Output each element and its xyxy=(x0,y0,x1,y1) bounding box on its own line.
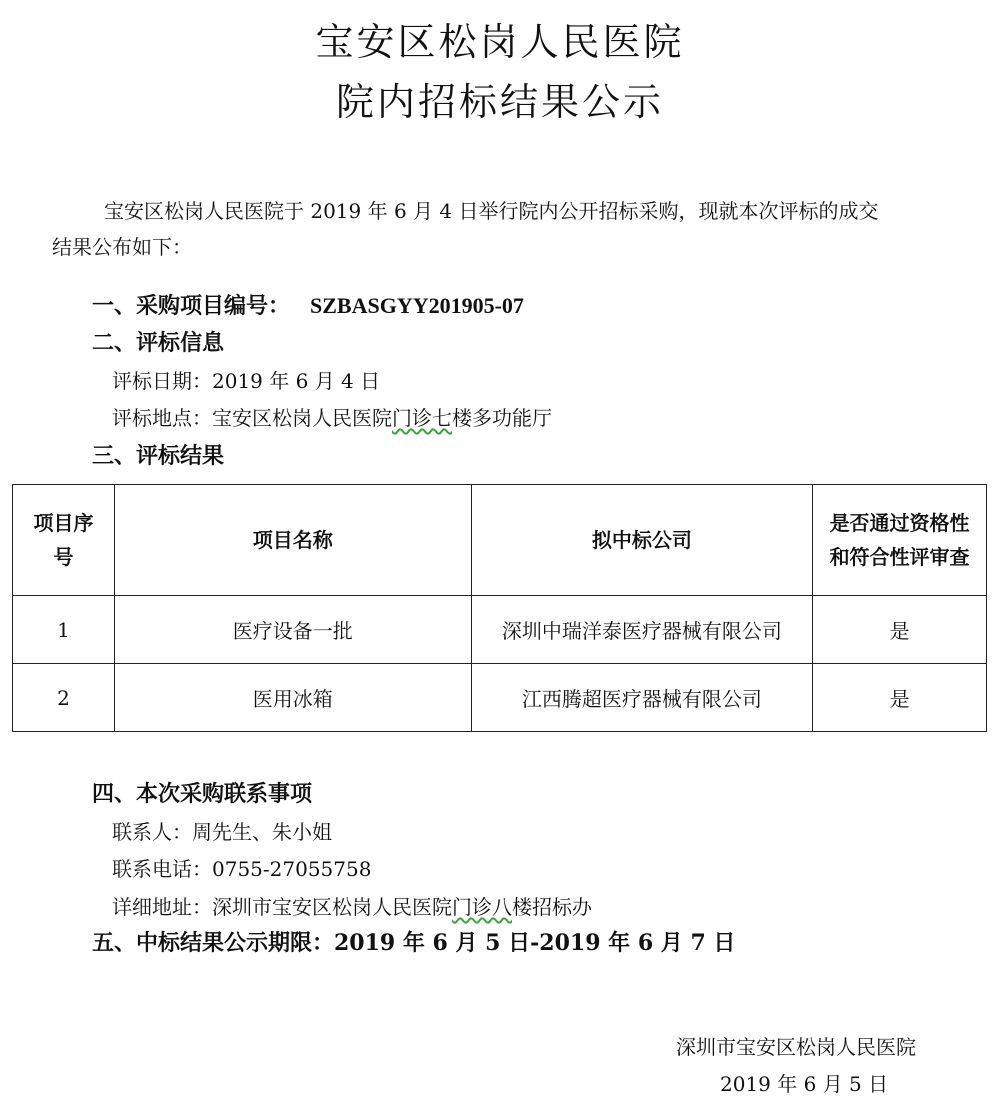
section-5-heading: 五、中标结果公示期限：2019 年 6 月 5 日-2019 年 6 月 7 日 xyxy=(92,930,736,956)
evaluation-place-prefix: 评标地点：宝安区松岗人民医院 xyxy=(112,406,392,430)
contact-address-prefix: 详细地址：深圳市宝安区松岗人民医院 xyxy=(112,895,452,919)
contact-address-suffix: 楼招标办 xyxy=(512,895,592,919)
evaluation-place xyxy=(112,403,552,433)
table-row xyxy=(13,664,987,732)
section-1-heading xyxy=(92,290,524,322)
header-item-no: 项目序号 xyxy=(13,485,115,596)
section-1-label: 一、采购项目编号： xyxy=(92,293,291,319)
project-code: SZBASGYY201905-07 xyxy=(310,293,524,318)
cell-item-name: 医疗设备一批 xyxy=(114,596,471,664)
intro-paragraph-line-1: 宝安区松岗人民医院于 2019 年 6 月 4 日举行院内公开招标采购，现就本次评标的成交 xyxy=(104,199,879,223)
signature-organization: 深圳市宝安区松岗人民医院 xyxy=(676,1035,916,1059)
table-row xyxy=(13,596,987,664)
section-3-heading: 三、评标结果 xyxy=(92,443,225,469)
header-company: 拟中标公司 xyxy=(471,485,813,596)
cell-item-no: 1 xyxy=(13,596,115,664)
header-item-name: 项目名称 xyxy=(114,485,471,596)
intro-paragraph-line-2: 结果公布如下： xyxy=(52,235,192,259)
contact-person: 联系人：周先生、朱小姐 xyxy=(112,820,332,844)
signature-date: 2019 年 6 月 5 日 xyxy=(720,1072,889,1096)
header-review-passed: 是否通过资格性和符合性评审查 xyxy=(813,485,987,596)
cell-item-no: 2 xyxy=(13,664,115,732)
cell-review-passed: 是 xyxy=(813,664,987,732)
results-table xyxy=(12,484,987,732)
document-title: 宝安区松岗人民医院 xyxy=(315,20,685,64)
document-subtitle: 院内招标结果公示 xyxy=(335,80,664,124)
section-2-heading: 二、评标信息 xyxy=(92,330,225,356)
contact-address xyxy=(112,892,592,922)
table-header-row xyxy=(13,485,987,596)
contact-address-underlined: 门诊八 xyxy=(452,895,512,919)
contact-phone: 联系电话：0755-27055758 xyxy=(112,857,372,881)
cell-item-name: 医用冰箱 xyxy=(114,664,471,732)
evaluation-date: 评标日期：2019 年 6 月 4 日 xyxy=(112,369,381,393)
cell-company: 深圳中瑞洋泰医疗器械有限公司 xyxy=(471,596,813,664)
evaluation-place-suffix: 楼多功能厅 xyxy=(452,406,552,430)
evaluation-place-underlined: 门诊七 xyxy=(392,406,452,430)
cell-review-passed: 是 xyxy=(813,596,987,664)
cell-company: 江西腾超医疗器械有限公司 xyxy=(471,664,813,732)
section-4-heading: 四、本次采购联系事项 xyxy=(92,781,313,807)
